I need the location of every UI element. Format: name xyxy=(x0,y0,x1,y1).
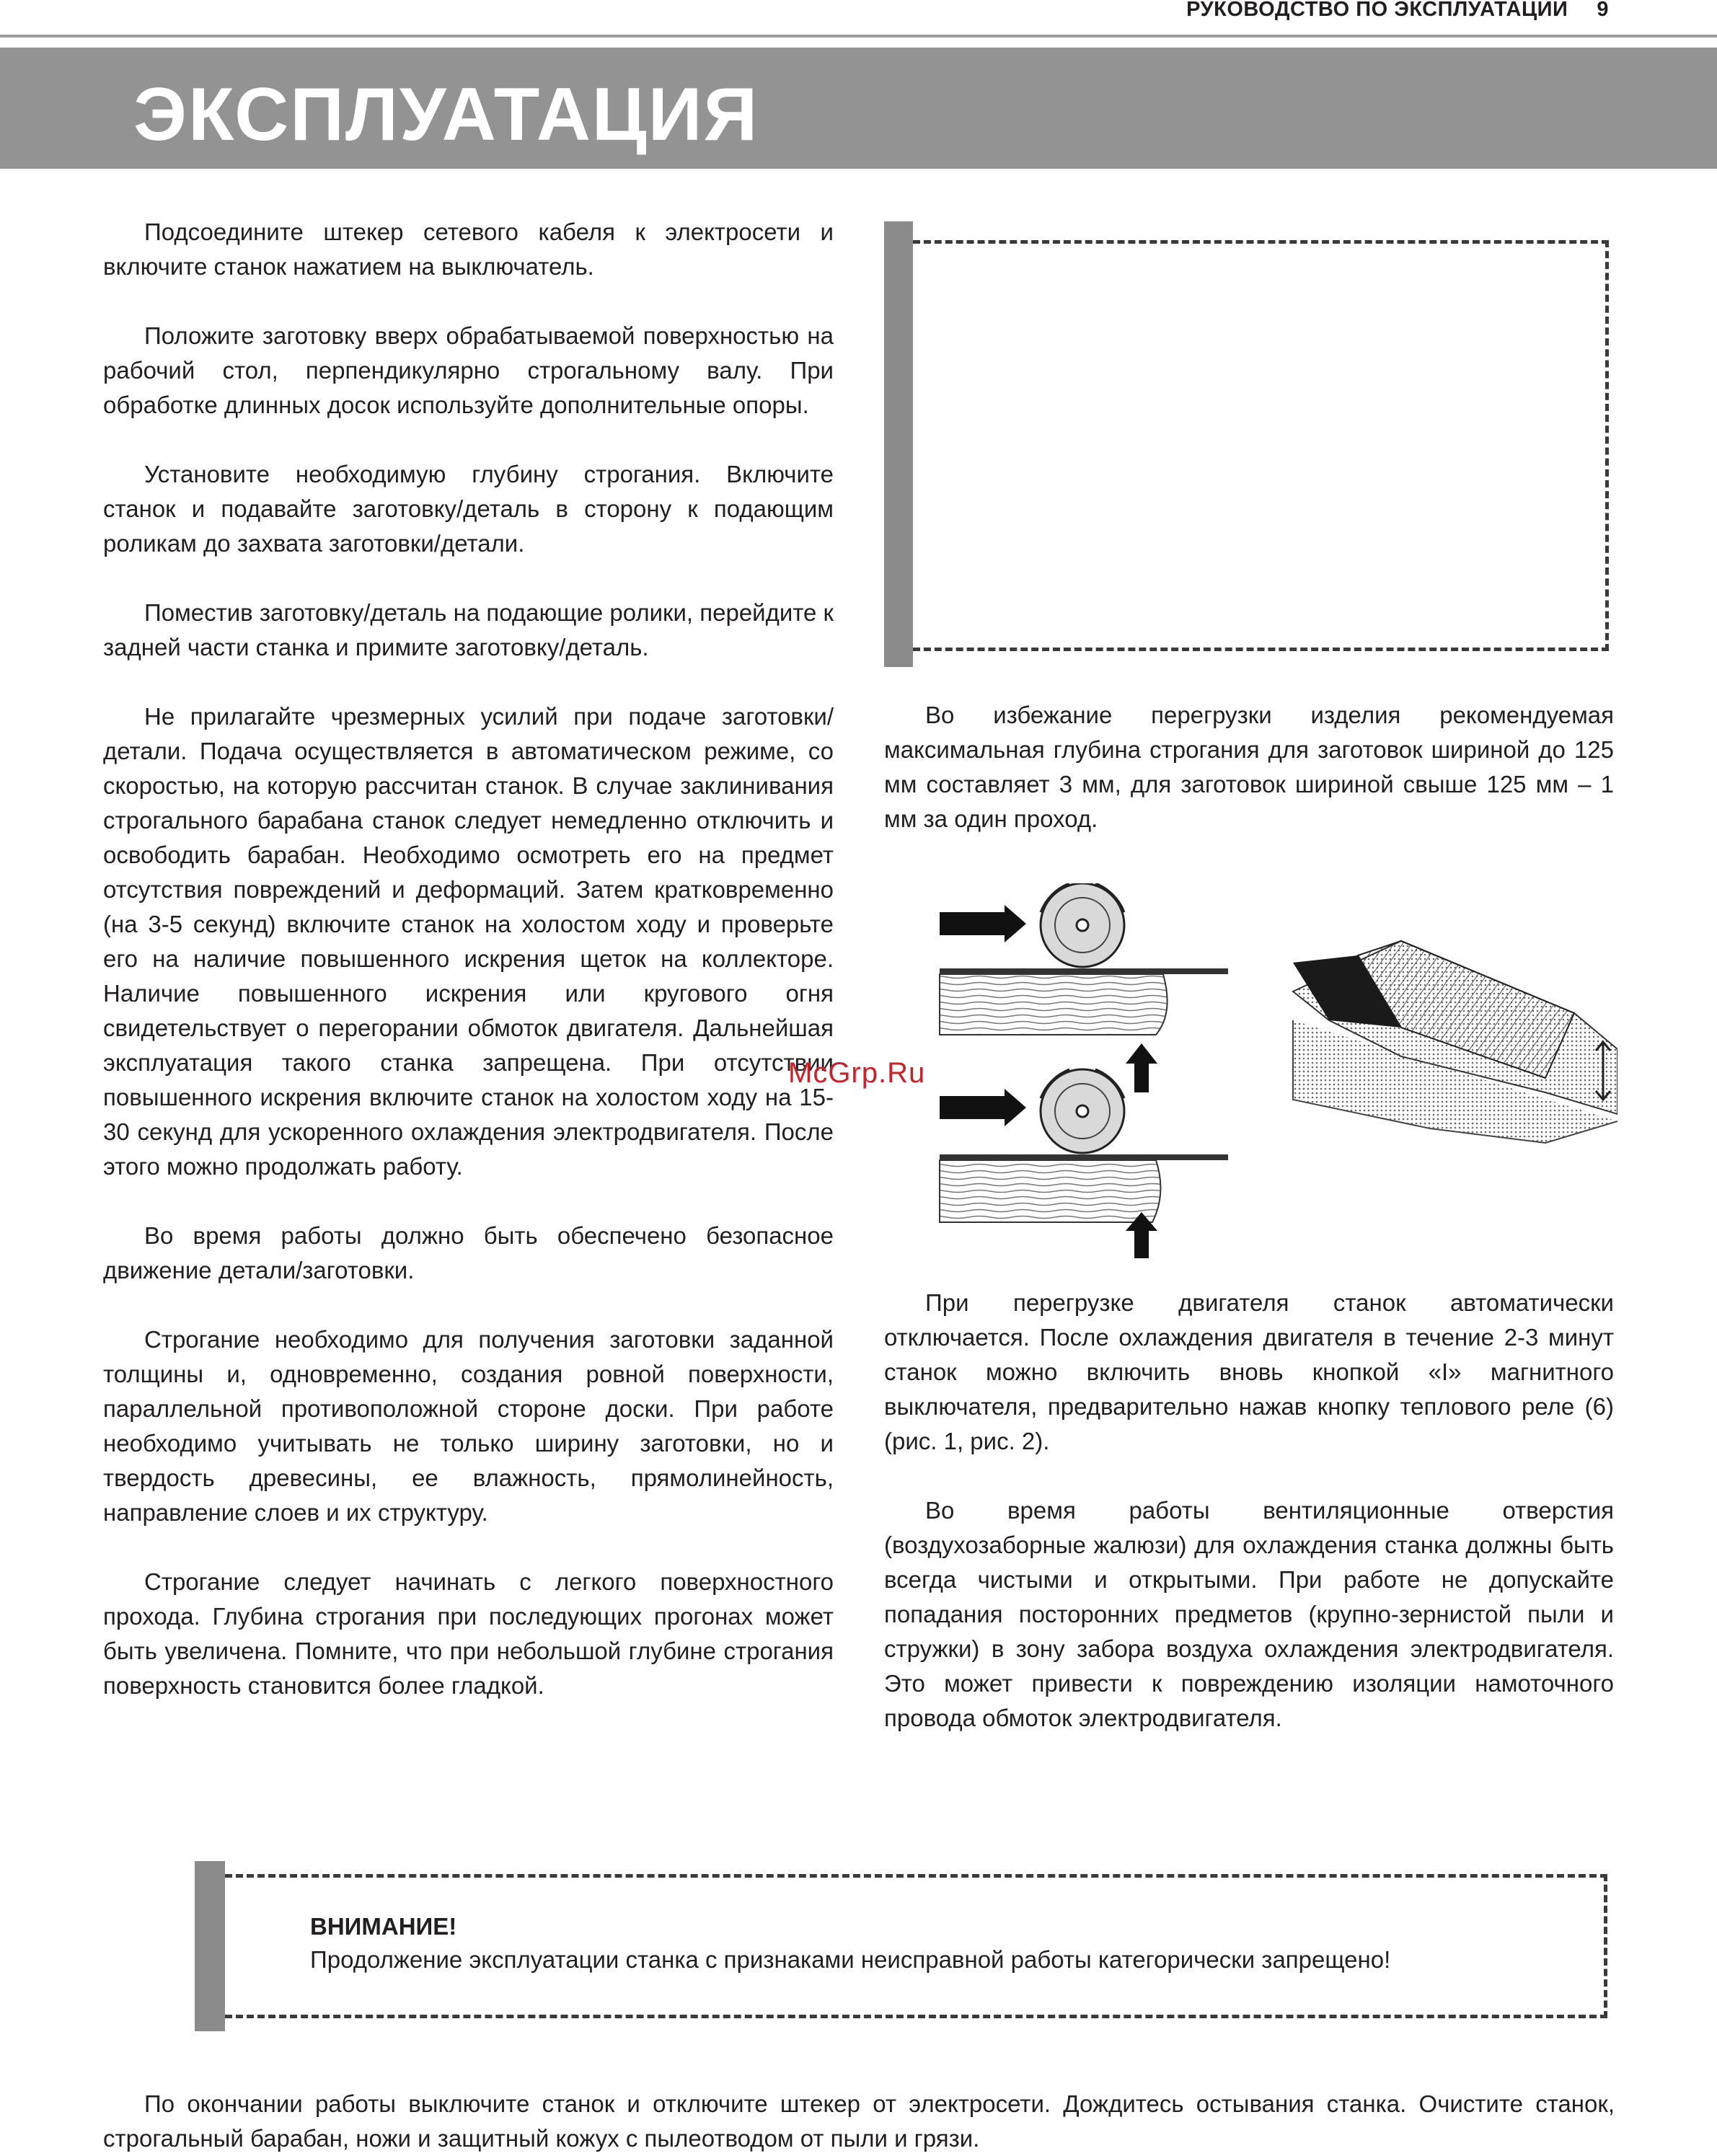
running-header xyxy=(1186,0,1609,20)
paragraph: Во время работы вентиляционные отверстия (воздухозаборные жалюзи) для охлаждения станка должны быть всегда чистыми и открытыми. При работе не допускайте попадания посторонних предметов (крупно-зернистой пыли и стружки) в зону забора воздуха охлаждения электродвигателя. Это может привести к повреждению изоляции намоточного провода обмоток электродвигателя. xyxy=(884,1497,1614,1731)
paragraph: Подсоедините штекер сетевого кабеля к электросети и включите станок нажатием на выключатель. xyxy=(103,218,834,280)
footer-paragraph xyxy=(103,2087,1615,2156)
paragraph: Поместив заготовку/деталь на подающие ролики, перейдите к задней части станка и примите заготовку/деталь. xyxy=(103,599,834,661)
paragraph: Строгание необходимо для получения заготовки заданной толщины и, одновременно, создания ровной поверхности, параллельной противоположной стороне доски. При работе необходимо учитывать не только ширину заготовки, но и твердость древесины, ее влажность, прямолинейность, направление слоев и их структуру. xyxy=(103,1326,834,1526)
right-column-top xyxy=(884,698,1614,871)
planing-illustration xyxy=(925,883,1617,1273)
lower-feed-diagram xyxy=(940,1069,1228,1258)
paragraph: При перегрузке двигателя станок автоматически отключается. После охлаждения двигателя в течение 2-3 минут станок можно включить вновь кнопкой «I» магнитного выключателя, предварительно нажав кнопку теплового реле (6) (рис. 1, рис. 2). xyxy=(884,1289,1614,1454)
paragraph: По окончании работы выключите станок и отключите штекер от электросети. Дождитесь остывания станка. Очистите станок, строгальный барабан, ножи и защитный кожух с пылеотводом от пыли и грязи. xyxy=(103,2090,1615,2152)
paragraph: Установите необходимую глубину строгания. Включите станок и подавайте заготовку/деталь в сторону к подающим роликам до захвата заготовки/детали. xyxy=(103,461,834,557)
warning-text: Продолжение эксплуатации станка с признаками неисправной работы категорически запрещено! xyxy=(310,1946,1391,1973)
watermark: McGrp.Ru xyxy=(788,1057,926,1089)
running-header-title: РУКОВОДСТВО ПО ЭКСПЛУАТАЦИИ xyxy=(1186,0,1568,21)
section-title-band xyxy=(0,48,1717,169)
right-column-bottom xyxy=(884,1286,1614,1770)
paragraph: Строгание следует начинать с легкого поверхностного прохода. Глубина строгания при последующих прогонах может быть увеличена. Помните, что при небольшой глубине строгания поверхность становится более гладкой. xyxy=(103,1568,834,1699)
paragraph: Во время работы должно быть обеспечено безопасное движение детали/заготовки. xyxy=(103,1222,834,1284)
warning-title: ВНИМАНИЕ! xyxy=(310,1913,457,1940)
header-rule xyxy=(0,35,1717,37)
page-number: 9 xyxy=(1597,0,1609,21)
paragraph: Не прилагайте чрезмерных усилий при подаче заготовки/детали. Подача осуществляется в автоматическом режиме, со скоростью, на которую рассчитан станок. В случае заклинивания строгального барабана станок следует немедленно отключить и освободить барабан. Необходимо осмотреть его на предмет отсутствия повреждений и деформаций. Затем кратковременно (на 3-5 секунд) включите станок на холостом ходу и проверьте его на наличие повышенного искрения щеток на коллекторе. Наличие повышенного искрения или кругового огня свидетельствует о перегорании обмоток двигателя. Дальнейшая эксплуатация такого станка запрещена. При отсутствии повышенного искрения включите станок на холостом ходу на 15-30 секунд для ускоренного охлаждения электродвигателя. После этого можно продолжать работу. xyxy=(103,703,834,1180)
note-box-dashed-frame xyxy=(913,240,1609,651)
paragraph: Во избежание перегрузки изделия рекомендуемая максимальная глубина строгания для заготовок шириной до 125 мм составляет 3 мм, для заготовок шириной свыше 125 мм – 1 мм за один проход. xyxy=(884,702,1614,832)
warning-box-bar xyxy=(195,1861,225,2031)
board-deflection-diagram xyxy=(1293,941,1617,1143)
left-column xyxy=(103,215,834,1738)
warning-box xyxy=(195,1861,1615,2031)
note-box-bar xyxy=(884,221,913,667)
upper-feed-diagram xyxy=(940,883,1228,1092)
paragraph: Положите заготовку вверх обрабатываемой поверхностью на рабочий стол, перпендикулярно строгальному валу. При обработке длинных досок используйте дополнительные опоры. xyxy=(103,322,834,418)
empty-note-box xyxy=(884,221,1612,667)
section-title: ЭКСПЛУАТАЦИЯ xyxy=(133,73,759,156)
